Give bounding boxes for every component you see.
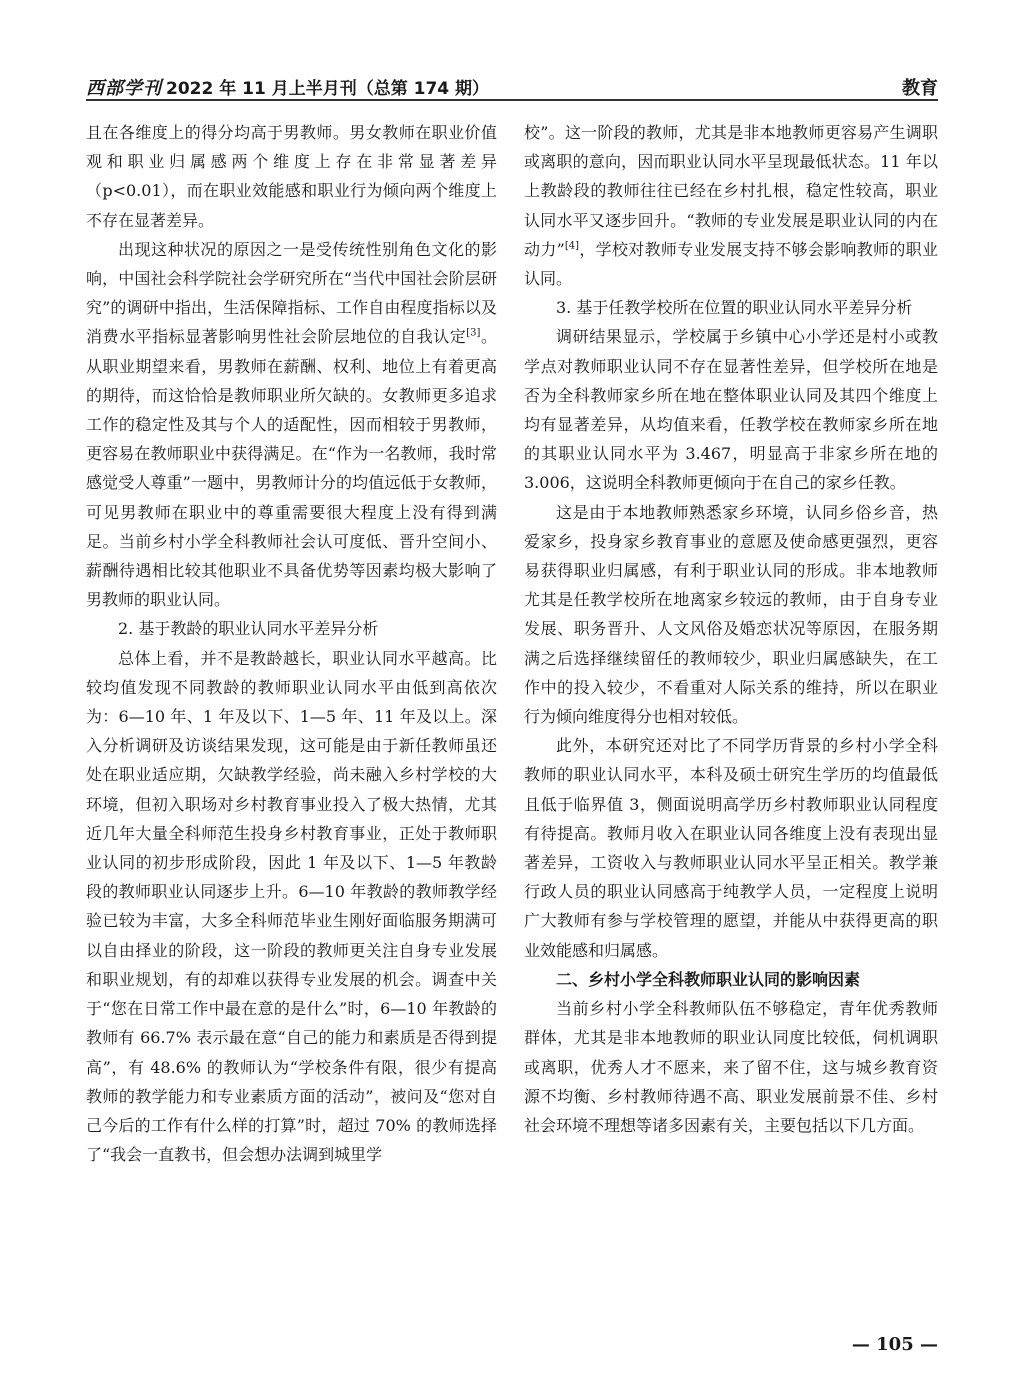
paragraph: 出现这种状况的原因之一是受传统性别角色文化的影响，中国社会科学院社会学研究所在“当代中国社会阶层研究”的调研中指出，生活保障指标、工作自由程度指标以及消费水平指标显著影响男性社会阶层地位的自我认定[3]。从职业期望来看，男教师在薪酬、权利、地位上有着更高的期待，而这恰恰是教师职业所欠缺的。女教师更多追求工作的稳定性及其与个人的适配性，因而相较于男教师，更容易在教师职业中获得满足。在“作为一名教师，我时常感觉受人尊重”一题中，男教师计分的均值远低于女教师，可见男教师在职业中的尊重需要很大程度上没有得到满足。当前乡村小学全科教师社会认可度低、晋升空间小、薪酬待遇相比较其他职业不具备优势等因素均极大影响了男教师的职业认同。 bbox=[86, 239, 497, 610]
subsection-heading: 3. 基于任教学校所在位置的职业认同水平差异分析 bbox=[556, 298, 913, 318]
section-heading: 二、乡村小学全科教师职业认同的影响因素 bbox=[556, 969, 861, 989]
subsection-heading: 2. 基于教龄的职业认同水平差异分析 bbox=[118, 619, 379, 639]
running-header bbox=[86, 72, 938, 102]
paragraph: 校”。这一阶段的教师，尤其是非本地教师更容易产生调职或离职的意向，因而职业认同水平呈现最低状态。11 年以上教龄段的教师往往已经在乡村扎根，稳定性较高，职业认同水平又逐步回升。“教师的专业发展是职业认同的内在动力”[4]，学校对教师专业发展支持不够会影响教师的职业认同。 bbox=[524, 123, 938, 289]
left-column bbox=[86, 118, 497, 1169]
issue-info: 2022 年 11 月上半月刊（总第 174 期） bbox=[166, 79, 490, 99]
paragraph: 总体上看，并不是教龄越长，职业认同水平越高。比较均值发现不同教龄的教师职业认同水平由低到高依次为：6—10 年、1 年及以下、1—5 年、11 年及以上。深入分析调研及访谈结果发现，这可能是由于新任教师虽还处在职业适应期，欠缺教学经验，尚未融入乡村学校的大环境，但初入职场对乡村教育事业投入了极大热情，尤其近几年大量全科师范生投身乡村教育事业，正处于教师职业认同的初步形成阶段，因此 1 年及以下、1—5 年教龄段的教师职业认同逐步上升。6—10 年教龄的教师教学经验已较为丰富，大多全科师范毕业生刚好面临服务期满可以自由择业的阶段，这一阶段的教师更关注自身专业发展和职业规划，有的却难以获得专业发展的机会。调查中关于“您在日常工作中最在意的是什么”时，6—10 年教龄的教师有 66.7% 表示最在意“自己的能力和素质是否得到提高”，有 48.6% 的教师认为“学校条件有限，很少有提高教师的教学能力和专业素质方面的活动”，被问及“您对自己今后的工作有什么样的打算”时，超过 70% 的教师选择了“我会一直教书，但会想办法调到城里学 bbox=[86, 648, 497, 1165]
paragraph: 且在各维度上的得分均高于男教师。男女教师在职业价值观和职业归属感两个维度上存在非常显著差异（p<0.01），而在职业效能感和职业行为倾向两个维度上不存在显著差异。 bbox=[86, 123, 497, 230]
header-rule bbox=[86, 99, 938, 101]
journal-logo: 西部学刊 bbox=[86, 78, 162, 99]
citation-ref: [3] bbox=[466, 328, 481, 340]
paragraph: 此外，本研究还对比了不同学历背景的乡村小学全科教师的职业认同水平，本科及硕士研究生学历的均值最低且低于临界值 3，侧面说明高学历乡村教师职业认同程度有待提高。教师月收入在职业认同各维度上没有表现出显著差异，工资收入与教师职业认同水平呈正相关。教学兼行政人员的职业认同感高于纯教学人员，一定程度上说明广大教师有参与学校管理的愿望，并能从中获得更高的职业效能感和归属感。 bbox=[524, 736, 938, 960]
section-label: 教育 bbox=[902, 78, 938, 99]
right-column bbox=[524, 118, 938, 1140]
page-number: — 105 — bbox=[851, 1334, 938, 1355]
citation-ref: [4] bbox=[564, 240, 579, 252]
paragraph: 当前乡村小学全科教师队伍不够稳定，青年优秀教师群体，尤其是非本地教师的职业认同度比较低，伺机调职或离职，优秀人才不愿来，来了留不住，这与城乡教育资源不均衡、乡村教师待遇不高、职业发展前景不佳、乡村社会环境不理想等诸多因素有关，主要包括以下几方面。 bbox=[524, 999, 938, 1135]
paragraph: 调研结果显示，学校属于乡镇中心小学还是村小或教学点对教师职业认同不存在显著性差异，但学校所在地是否为全科教师家乡所在地在整体职业认同及其四个维度上均有显著差异，从均值来看，任教学校在教师家乡所在地的其职业认同水平为 3.467，明显高于非家乡所在地的 3.006，这说明全科教师更倾向于在自己的家乡任教。 bbox=[524, 327, 938, 493]
paragraph: 这是由于本地教师熟悉家乡环境，认同乡俗乡音，热爱家乡，投身家乡教育事业的意愿及使命感更强烈，更容易获得职业归属感，有利于职业认同的形成。非本地教师尤其是任教学校所在地离家乡较远的教师，由于自身专业发展、职务晋升、人文风俗及婚恋状况等原因，在服务期满之后选择继续留任的教师较少，职业归属感缺失，在工作中的投入较少，不看重对人际关系的维持，所以在职业行为倾向维度得分也相对较低。 bbox=[524, 502, 938, 727]
